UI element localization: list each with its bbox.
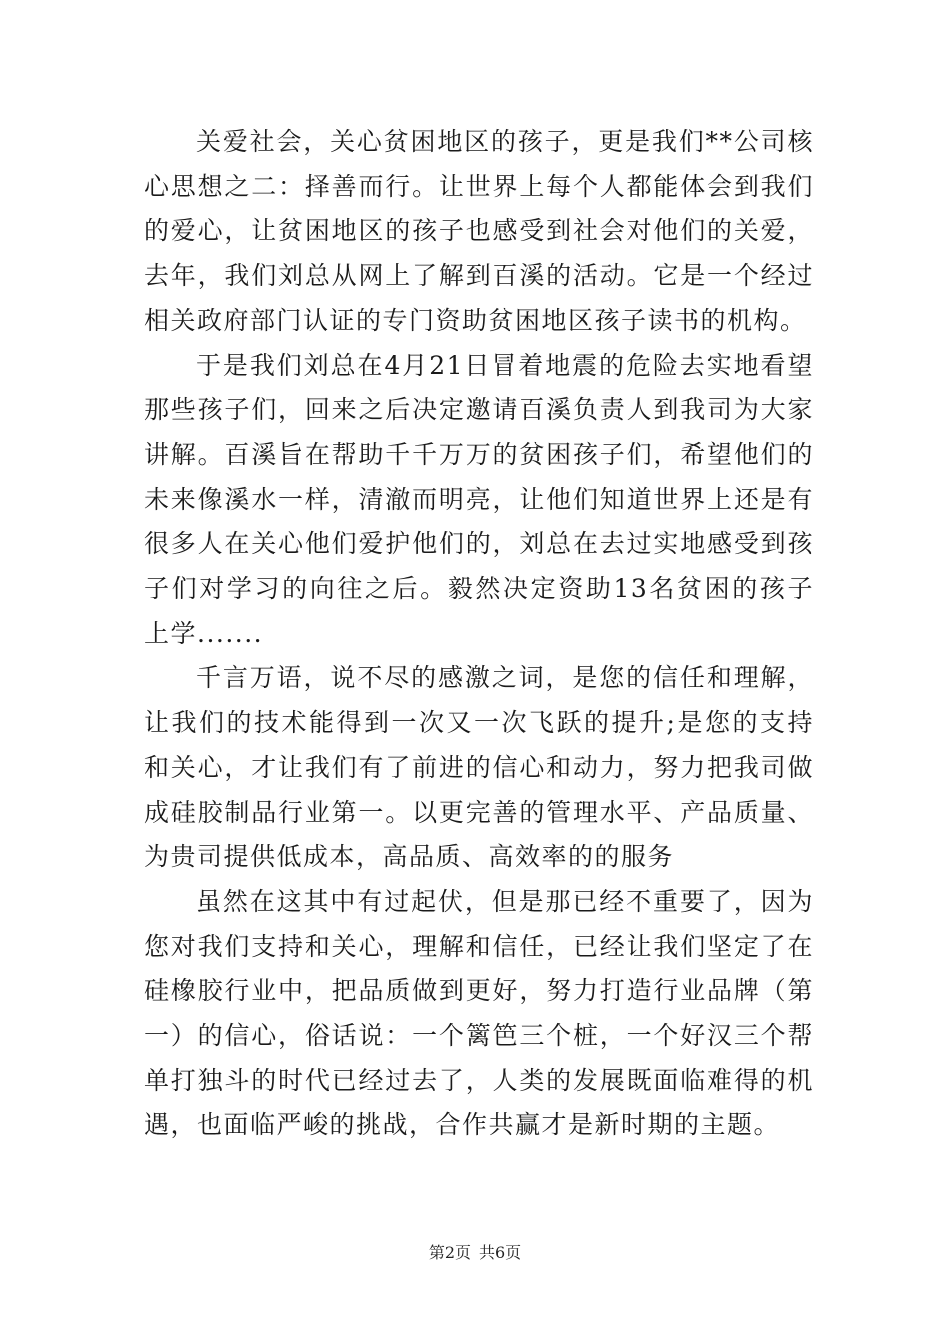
page-number: 第2页: [428, 1243, 471, 1262]
page-total: 共6页: [479, 1243, 522, 1262]
page-footer: [0, 1240, 950, 1263]
document-body: [144, 120, 814, 1148]
paragraph-2: 于是我们刘总在4月21日冒着地震的危险去实地看望那些孩子们，回来之后决定邀请百溪负责人到我司为大家讲解。百溪旨在帮助千千万万的贫困孩子们，希望他们的未来像溪水一样，清澈而明亮，让他们知道世界上还是有很多人在关心他们爱护他们的，刘总在去过实地感受到孩子们对学习的向往之后。毅然决定资助13名贫困的孩子上学.......: [144, 350, 814, 648]
paragraph-3: 千言万语，说不尽的感激之词，是您的信任和理解，让我们的技术能得到一次又一次飞跃的提升;是您的支持和关心，才让我们有了前进的信心和动力，努力把我司做成硅胶制品行业第一。以更完善的管理水平、产品质量、为贵司提供低成本，高品质、高效率的的服务: [144, 663, 814, 872]
paragraph-1: 关爱社会，关心贫困地区的孩子，更是我们**公司核心思想之二：择善而行。让世界上每个人都能体会到我们的爱心，让贫困地区的孩子也感受到社会对他们的关爱，去年，我们刘总从网上了解到百溪的活动。它是一个经过相关政府部门认证的专门资助贫困地区孩子读书的机构。: [144, 127, 814, 335]
paragraph-4: 虽然在这其中有过起伏，但是那已经不重要了，因为您对我们支持和关心，理解和信任，已经让我们坚定了在硅橡胶行业中，把品质做到更好，努力打造行业品牌（第一）的信心，俗话说：一个篱笆三个桩，一个好汉三个帮单打独斗的时代已经过去了，人类的发展既面临难得的机遇，也面临严峻的挑战，合作共赢才是新时期的主题。: [144, 886, 814, 1140]
